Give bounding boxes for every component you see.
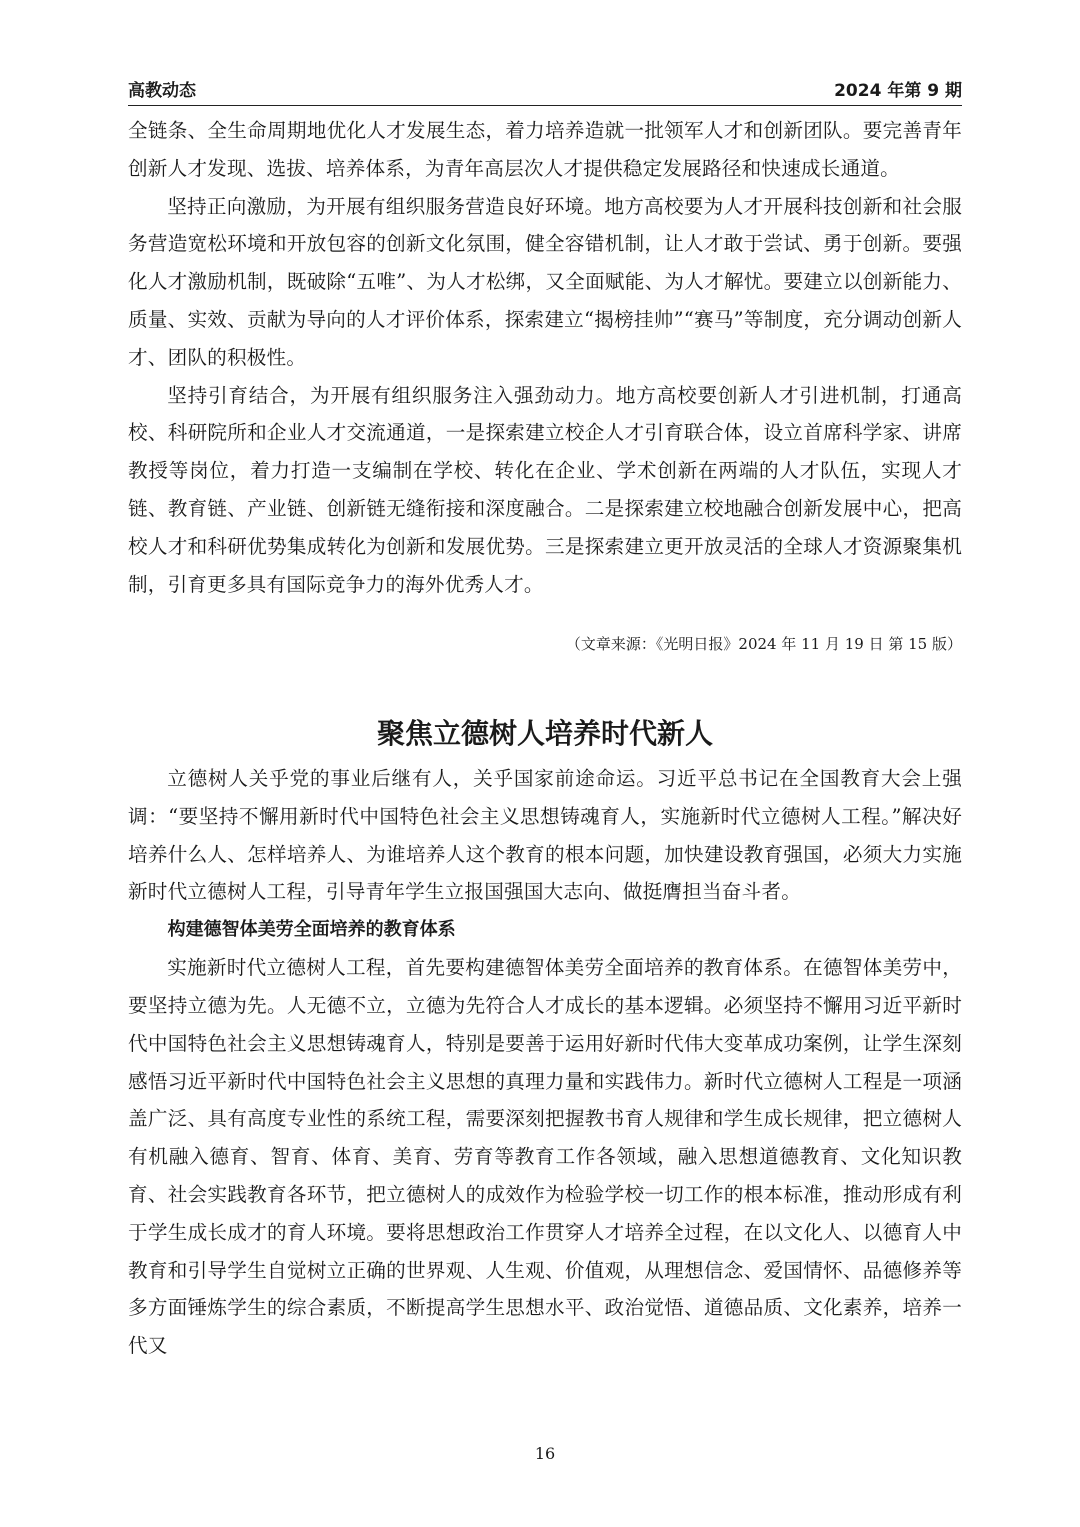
article-title: 聚焦立德树人培养时代新人 — [376, 717, 713, 750]
article-2-body — [128, 760, 962, 1365]
paragraph: 全链条、全生命周期地优化人才发展生态，着力培养造就一批领军人才和创新团队。要完善青年创新人才发现、选拔、培养体系，为青年高层次人才提供稳定发展路径和快速成长通道。 — [128, 119, 962, 180]
page-number: 16 — [534, 1444, 556, 1463]
article-source: （文章来源：《光明日报》2024 年 11 月 19 日 第 15 版） — [565, 635, 962, 653]
issue-label: 2024 年第 9 期 — [834, 81, 962, 101]
section-heading: 构建德智体美劳全面培养的教育体系 — [167, 919, 456, 941]
paragraph: 实施新时代立德树人工程，首先要构建德智体美劳全面培养的教育体系。在德智体美劳中，要坚持立德为先。人无德不立，立德为先符合人才成长的基本逻辑。必须坚持不懈用习近平新时代中国特色社会主义思想铸魂育人，特别是要善于运用好新时代伟大变革成功案例，让学生深刻感悟习近平新时代中国特色社会主义思想的真理力量和实践伟力。新时代立德树人工程是一项涵盖广泛、具有高度专业性的系统工程，需要深刻把握教书育人规律和学生成长规律，把立德树人有机融入德育、智育、体育、美育、劳育等教育工作各领域，融入思想道德教育、文化知识教育、社会实践教育各环节，把立德树人的成效作为检验学校一切工作的根本标准，推动形成有利于学生成长成才的育人环境。要将思想政治工作贯穿人才培养全过程，在以文化人、以德育人中教育和引导学生自觉树立正确的世界观、人生观、价值观，从理想信念、爱国情怀、品德修养等多方面锤炼学生的综合素质，不断提高学生思想水平、政治觉悟、道德品质、文化素养，培养一代又 — [128, 956, 962, 1358]
journal-name: 高教动态 — [128, 81, 196, 101]
page-header — [128, 78, 962, 106]
article-1-body — [128, 112, 962, 603]
paragraph: 坚持引育结合，为开展有组织服务注入强劲动力。地方高校要创新人才引进机制，打通高校、科研院所和企业人才交流通道，一是探索建立校企人才引育联合体，设立首席科学家、讲席教授等岗位，着力打造一支编制在学校、转化在企业、学术创新在两端的人才队伍，实现人才链、教育链、产业链、创新链无缝衔接和深度融合。二是探索建立校地融合创新发展中心，把高校人才和科研优势集成转化为创新和发展优势。三是探索建立更开放灵活的全球人才资源聚集机制，引育更多具有国际竞争力的海外优秀人才。 — [128, 383, 962, 596]
intro-paragraph: 立德树人关乎党的事业后继有人，关乎国家前途命运。习近平总书记在全国教育大会上强调：“要坚持不懈用新时代中国特色社会主义思想铸魂育人，实施新时代立德树人工程。”解决好培养什么人、怎样培养人、为谁培养人这个教育的根本问题，加快建设教育强国，必须大力实施新时代立德树人工程，引导青年学生立报国强国大志向、做挺膺担当奋斗者。 — [128, 767, 962, 904]
paragraph: 坚持正向激励，为开展有组织服务营造良好环境。地方高校要为人才开展科技创新和社会服务营造宽松环境和开放包容的创新文化氛围，健全容错机制，让人才敢于尝试、勇于创新。要强化人才激励机制，既破除“五唯”、为人才松绑，又全面赋能、为人才解忧。要建立以创新能力、质量、实效、贡献为导向的人才评价体系，探索建立“揭榜挂帅”“赛马”等制度，充分调动创新人才、团队的积极性。 — [128, 194, 962, 369]
